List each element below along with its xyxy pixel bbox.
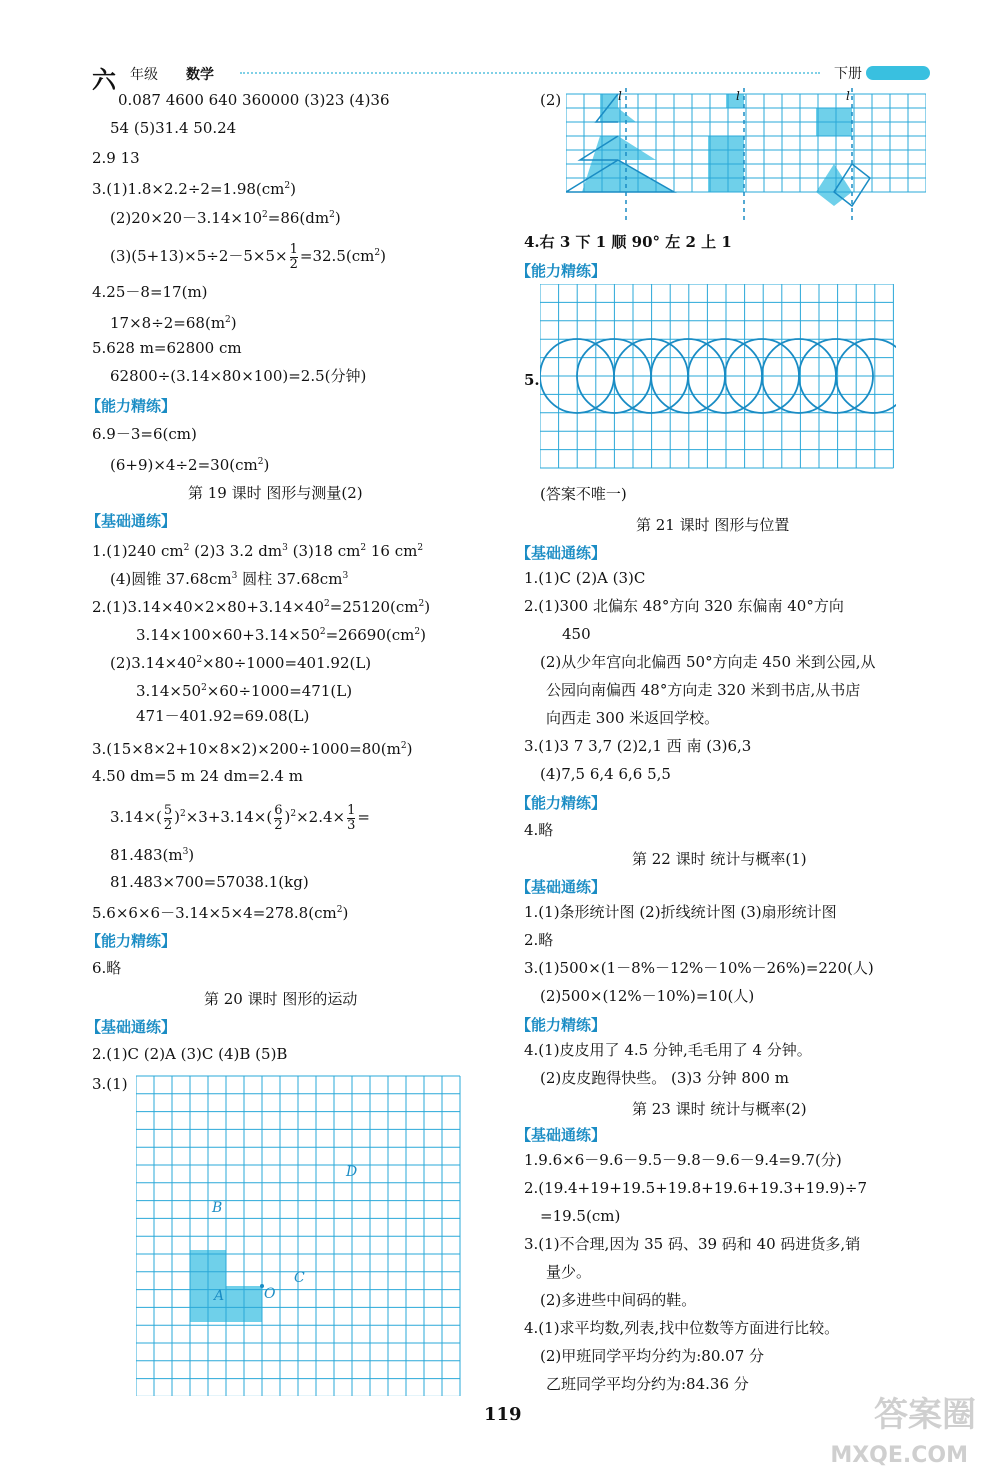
sup: 2: [201, 683, 207, 693]
sup: 2: [179, 809, 186, 819]
fraction: [274, 804, 282, 833]
answer-line: $(6+9)\times 4\div 2=30(cm^2)$: [110, 456, 270, 474]
sup: 2: [418, 599, 425, 609]
den: 2: [289, 256, 298, 272]
lesson-title: 第 20 课时 图形的运动: [204, 990, 358, 1008]
answer-line: 6.略: [92, 959, 122, 977]
answer-line: (2)多进些中间码的鞋。: [540, 1291, 697, 1309]
lesson-title: 第 21 课时 图形与位置: [636, 516, 790, 534]
text: =32.5(cm: [299, 247, 375, 265]
answer-line: (答案不唯一): [540, 485, 627, 503]
answer-line: (3)(5+13)×5÷2－5×5× $\frac{1}{2}$ $=32.5(cm^2)$: [110, 241, 386, 272]
text: ×2.4×: [296, 808, 346, 826]
den: 2: [274, 817, 283, 833]
section-heading: 【能力精练】: [86, 932, 177, 950]
answer-line: 54 (5)31.4 50.24: [110, 119, 237, 137]
lesson-title: 第 22 课时 统计与概率(1): [632, 850, 807, 868]
section-heading: 【基础通练】: [516, 544, 607, 562]
text: ): [284, 808, 291, 826]
pattern-grid: [540, 284, 896, 470]
answer-line: $3.14\times 100\times 60+3.14\times 50^2=26690(cm^2)$: [136, 626, 426, 644]
page-number: 119: [484, 1404, 522, 1425]
text: =26690(cm: [325, 626, 415, 644]
section-heading: 【能力精练】: [516, 794, 607, 812]
answer-line: 81.483×700=57038.1(kg): [110, 873, 309, 891]
text: 2.(1)3.14×40×2×80+3.14×40: [92, 598, 325, 616]
answer-line: 3.(1)不合理,因为 35 码、39 码和 40 码进货多,销: [524, 1235, 861, 1253]
answer-line: 6.9－3=6(cm): [92, 425, 197, 443]
header-badge: [866, 66, 930, 80]
answer-line: 4.右 3 下 1 顺 90° 左 2 上 1: [524, 233, 732, 251]
axis-label: l: [846, 89, 850, 103]
text: (2)3.14×40: [110, 654, 197, 672]
text: (4)圆锥 37.68cm: [110, 570, 232, 588]
answer-line: 4.(1)求平均数,列表,找中位数等方面进行比较。: [524, 1319, 840, 1337]
answer-line: 公园向南偏西 48°方向走 320 米到书店,从书店: [546, 681, 861, 699]
answer-line: $2.(1)3.14\times 40\times 2\times 80+3.14\times 40^2=25120(cm^2)$: [92, 598, 431, 616]
label-o: O: [264, 1286, 276, 1302]
sup: 2: [374, 248, 381, 258]
text: ): [174, 808, 180, 826]
text: (2)20×20－3.14×10: [110, 209, 263, 227]
header-dotted-rule: [240, 72, 820, 74]
text: ×3+3.14×(: [185, 808, 273, 826]
answer-line: 2.(1)C (2)A (3)C (4)B (5)B: [92, 1045, 288, 1063]
num: 6: [274, 802, 283, 818]
answer-line: $17\times 8\div 2=68(m^2)$: [110, 314, 237, 332]
text: 3.14×50: [136, 682, 202, 700]
answer-line: 1.(1)C (2)A (3)C: [524, 569, 646, 587]
answer-line: 4.50 dm=5 m 24 dm=2.4 m: [92, 767, 303, 785]
tree-fill: [618, 136, 656, 160]
answer-line: 5.628 m=62800 cm: [92, 339, 242, 357]
text: 3.(1)1.8×2.2÷2=1.98(cm: [92, 180, 285, 198]
sup: 3: [182, 847, 189, 857]
sup: 3: [342, 571, 349, 581]
text: =25120(cm: [329, 598, 419, 616]
lesson-title: 第 19 课时 图形与测量(2): [188, 484, 363, 502]
watermark-url: MXQE.COM: [830, 1443, 968, 1468]
text: 16 cm: [366, 542, 418, 560]
answer-line: (2): [540, 91, 562, 109]
answer-line: [136, 678, 352, 701]
sup: 2: [336, 905, 343, 915]
volume-label: 下册: [834, 66, 862, 82]
text: ×60÷1000=471(L): [206, 682, 353, 700]
answer-line: 2.略: [524, 931, 554, 949]
shape2-fill: [726, 94, 744, 108]
lesson-title: 第 23 课时 统计与概率(2): [632, 1100, 807, 1118]
symmetry-grid: [566, 88, 926, 228]
answer-line: (2)500×(12%－10%)=10(人): [540, 987, 755, 1005]
sup: 3: [231, 571, 238, 581]
section-heading: 【能力精练】: [516, 1016, 607, 1034]
answer-line: 向西走 300 米返回学校。: [546, 709, 720, 727]
answer-line: 量少。: [546, 1263, 592, 1281]
answer-line: [110, 650, 371, 673]
shape3-fill: [816, 164, 852, 206]
question-number: 5.: [524, 371, 540, 389]
sup: 2: [319, 627, 326, 637]
text: (6+9)×4÷2=30(cm: [110, 456, 258, 474]
sup: 2: [417, 543, 424, 553]
text: 17×8÷2=68(m: [110, 314, 226, 332]
text: 3.14×(: [110, 808, 162, 826]
section-heading: 【能力精练】: [516, 262, 607, 280]
text: ×80÷1000=401.92(L): [202, 654, 372, 672]
label-d: D: [346, 1164, 358, 1180]
section-heading: 【基础通练】: [86, 1018, 177, 1036]
answer-line: 62800÷(3.14×80×100)=2.5(分钟): [110, 367, 367, 385]
grid-lines: [566, 94, 926, 192]
sup: 2: [262, 210, 268, 220]
section-heading: 【基础通练】: [86, 512, 177, 530]
text: (2)3 3.2 dm: [189, 542, 283, 560]
answer-line: [110, 566, 348, 589]
text: =86(dm: [267, 209, 330, 227]
den: 2: [163, 817, 173, 833]
text: =: [357, 808, 370, 826]
answer-line: 0.087 4600 640 360000 (3)23 (4)36: [118, 91, 390, 109]
den: 3: [347, 817, 356, 833]
sup: 2: [257, 457, 264, 467]
text: 圆柱 37.68cm: [237, 570, 343, 588]
answer-line: 3.(1): [92, 1075, 128, 1093]
answer-line: $(2)20\times 20-3.14\times 10^2=86(dm^2)$: [110, 209, 341, 227]
sup: 2: [284, 181, 291, 191]
section-heading: 【能力精练】: [86, 397, 177, 415]
axis-label: l: [618, 89, 622, 103]
num: 1: [289, 241, 298, 257]
sup: 2: [225, 315, 231, 325]
answer-line: [110, 796, 370, 835]
grade-label: 年级: [130, 67, 158, 83]
answer-line: (2)甲班同学平均分约为:80.07 分: [540, 1347, 765, 1365]
section-heading: 【基础通练】: [516, 1126, 607, 1144]
answer-line: 4.25－8=17(m): [92, 283, 208, 301]
sup: 2: [360, 543, 367, 553]
label-c: C: [294, 1270, 305, 1286]
answer-line: [92, 538, 423, 561]
point-o: [260, 1284, 264, 1288]
watermark: 答案圈: [874, 1395, 976, 1435]
sup: 3: [282, 543, 288, 553]
answer-line: $81.483(m^3)$: [110, 846, 195, 864]
answer-line: 471－401.92=69.08(L): [136, 707, 310, 725]
sup: 2: [414, 627, 421, 637]
answer-line: 2.(19.4+19+19.5+19.8+19.6+19.3+19.9)÷7: [524, 1179, 868, 1197]
answer-line: (2)皮皮跑得快些。 (3)3 分钟 800 m: [540, 1069, 789, 1087]
sup: 2: [324, 599, 330, 609]
answer-line: 3.(1)3 7 3,7 (2)2,1 西 南 (3)6,3: [524, 737, 752, 755]
answer-line: $3.(15\times 8\times 2+10\times 8\times 2)\times 200\div 1000=80(m^2)$: [92, 740, 413, 758]
text: 5.6×6×6－3.14×5×4=278.8(cm: [92, 904, 337, 922]
answer-line: $3.(1)1.8\times 2.2\div 2=1.98(cm^2)$: [92, 180, 296, 198]
answer-line: (4)7,5 6,4 6,6 5,5: [540, 765, 671, 783]
grid-lines: [540, 284, 893, 468]
text: 3.(15×8×2+10×8×2)×200÷1000=80(m: [92, 740, 401, 758]
answer-line: 2.9 13: [92, 149, 140, 167]
text: (3)18 cm: [287, 542, 361, 560]
transform-grid: [136, 1072, 466, 1396]
fraction: [164, 804, 172, 833]
sup: 2: [290, 809, 297, 819]
grade-number: 六: [92, 65, 116, 94]
grid-lines: [136, 1076, 460, 1396]
text: (3)(5+13)×5÷2－5×5×: [110, 247, 288, 265]
sup: 2: [329, 210, 335, 220]
fraction: [347, 804, 355, 833]
answer-line: 3.(1)500×(1－8%－12%－10%－26%)=220(人): [524, 959, 874, 977]
section-heading: 【基础通练】: [516, 878, 607, 896]
fraction: [290, 243, 298, 272]
sup: 2: [196, 655, 203, 665]
answer-line: (2)从少年宫向北偏西 50°方向走 450 米到公园,从: [540, 653, 876, 671]
answer-line: 4.(1)皮皮用了 4.5 分钟,毛毛用了 4 分钟。: [524, 1041, 812, 1059]
answer-line: 1.9.6×6－9.6－9.5－9.8－9.6－9.4=9.7(分): [524, 1151, 842, 1169]
answer-line: =19.5(cm): [540, 1207, 621, 1225]
subject-label: 数学: [186, 67, 214, 83]
text: 81.483(m: [110, 846, 183, 864]
label-a: A: [214, 1288, 225, 1304]
sup: 2: [400, 741, 407, 751]
sup: 2: [183, 543, 190, 553]
num: 1: [347, 802, 356, 818]
label-b: B: [212, 1200, 223, 1216]
text: 3.14×100×60+3.14×50: [136, 626, 320, 644]
answer-line: 450: [562, 625, 591, 643]
answer-line: 2.(1)300 北偏东 48°方向 320 东偏南 40°方向: [524, 597, 844, 615]
answer-line: $5.6\times 6\times 6-3.14\times 5\times 4=278.8(cm^2)$: [92, 904, 349, 922]
text: 1.(1)240 cm: [92, 542, 184, 560]
tree-fill: [618, 108, 636, 122]
num: 5: [163, 802, 173, 818]
axis-label: l: [736, 89, 740, 103]
answer-line: 乙班同学平均分约为:84.36 分: [546, 1375, 749, 1393]
answer-line: 4.略: [524, 821, 554, 839]
answer-line: 1.(1)条形统计图 (2)折线统计图 (3)扇形统计图: [524, 903, 837, 921]
